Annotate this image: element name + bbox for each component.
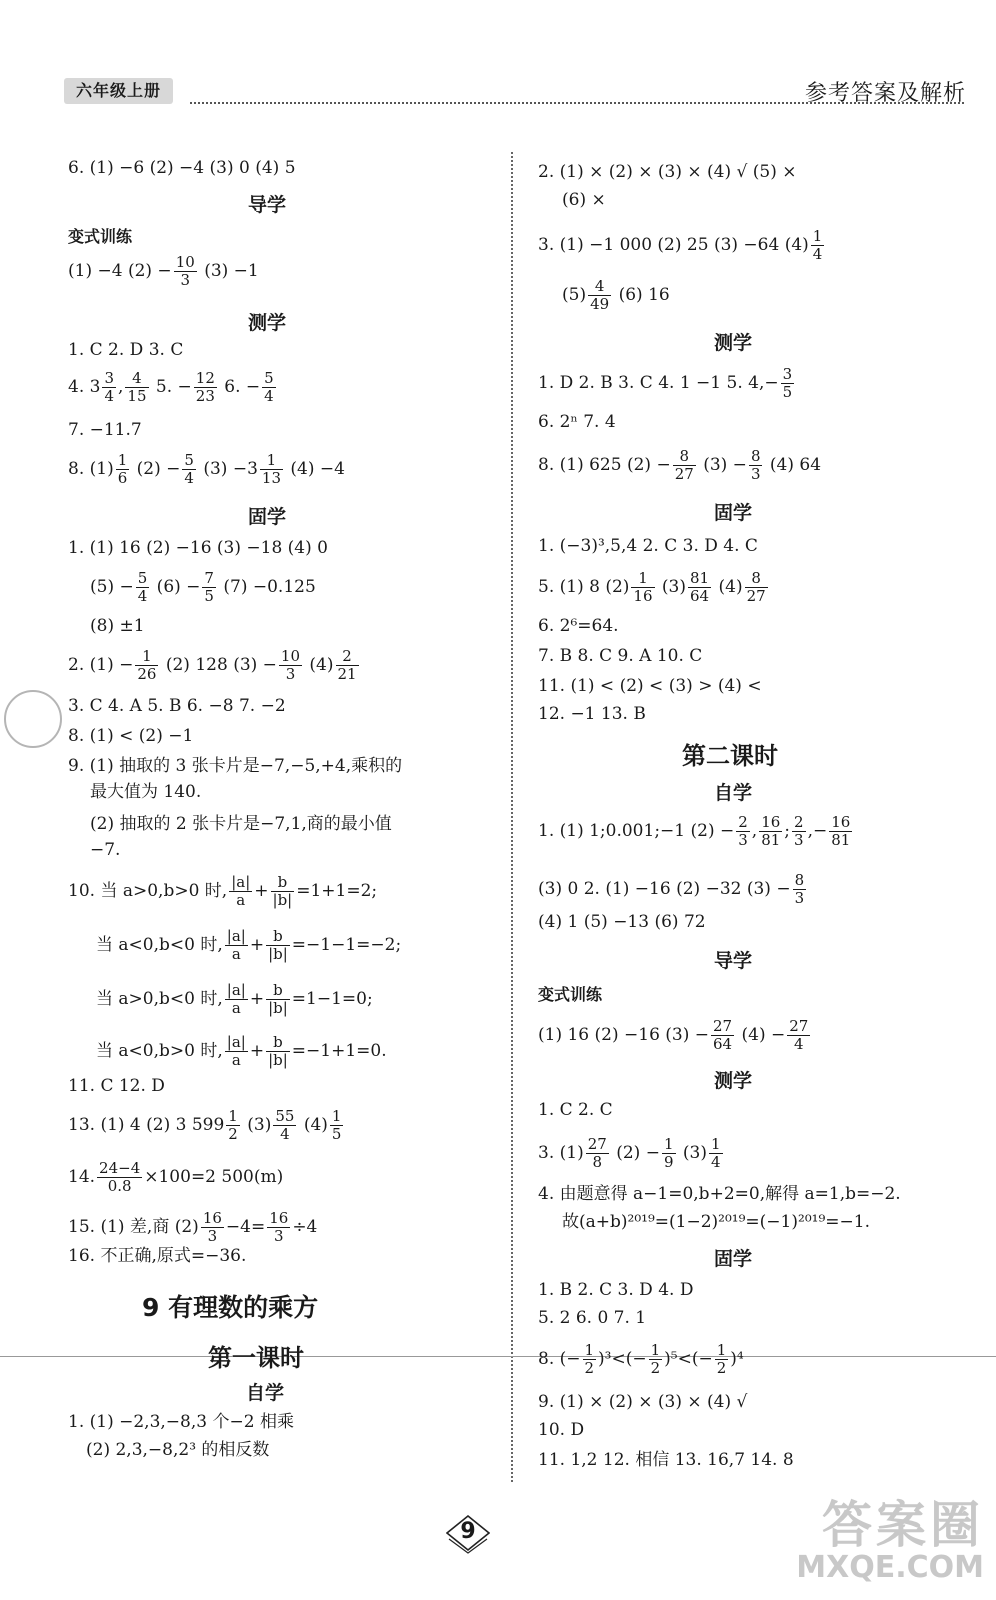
section-heading: 测学 [714,1070,753,1092]
answer-line: 9. (1) 抽取的 3 张卡片是−7,−5,+4,乘积的 [68,756,403,776]
answer-line: (2) 2,3,−8,2³ 的相反数 [86,1440,270,1460]
answer-line: (3) 0 2. (1) −16 (2) −32 (3) − $\frac{8}{3}$ [538,871,805,907]
answer-line: 3. C 4. A 5. B 6. −8 7. −2 [68,696,286,716]
answer-line: −7. [90,840,121,860]
answer-line: 13. (1) 4 (2) 3 599 $\frac{1}{2}$ (3) $\frac{55}{4}$ (4) $\frac{1}{5}$ [68,1107,342,1143]
column-divider [511,152,513,1482]
answer-line: (1) 16 (2) −16 (3) − $\frac{27}{64}$ (4) − $\frac{27}{4}$ [538,1017,809,1053]
lesson-title: 第一课时 [208,1344,304,1372]
section-heading: 自学 [714,782,753,804]
answer-line: 7. −11.7 [68,420,142,440]
page-number: 9 [446,1515,490,1553]
answer-line: (4) 1 (5) −13 (6) 72 [538,912,706,932]
answer-line: 15. (1) 差,商 (2) $\frac{16}{3}$ −4= $\frac{16}{3}$ ÷4 [68,1209,318,1245]
answer-line: 11. C 12. D [68,1076,165,1096]
lesson-title: 第二课时 [682,742,778,770]
answer-line: 8. (1) 625 (2) − $\frac{8}{27}$ (3) − $\frac{8}{3}$ (4) 64 [538,447,822,483]
answer-line: (6) × [562,190,606,210]
section-heading: 测学 [248,312,287,334]
horizontal-rule [0,1356,996,1357]
section-heading: 固学 [248,506,287,528]
answer-line: 故(a+b)²⁰¹⁹=(1−2)²⁰¹⁹=(−1)²⁰¹⁹=−1. [562,1212,870,1232]
answer-line: (5) $\frac{4}{49}$ (6) 16 [562,277,670,313]
answer-line: 3. (1) $\frac{27}{8}$ (2) − $\frac{1}{9}$ (3) $\frac{1}{4}$ [538,1135,721,1171]
answer-line: 1. B 2. C 3. D 4. D [538,1280,694,1300]
chapter-title: 9 有理数的乘方 [142,1293,319,1322]
section-heading: 固学 [714,1248,753,1270]
answer-line: 当 a>0,b<0 时, $\frac{|a|}{a}$ + $\frac{b}{|b|}$ =1−1=0; [96,981,373,1017]
answer-line: 5. (1) 8 (2) $\frac{1}{16}$ (3) $\frac{81}{64}$ (4) $\frac{8}{27}$ [538,569,766,605]
answer-line: 4. 3 $\frac{3}{4}$ , $\frac{4}{15}$ 5. − $\frac{12}{23}$ 6. − $\frac{5}{4}$ [68,369,274,405]
subsection-heading: 变式训练 [538,985,603,1004]
answer-line: 14. $\frac{24-4}{0.8}$ ×100=2 500(m) [68,1159,284,1195]
answer-line: 1. (1) −2,3,−8,3 个−2 相乘 [68,1412,294,1432]
answer-line: 11. 1,2 12. 相信 13. 16,7 14. 8 [538,1450,794,1470]
answer-line: 1. C 2. D 3. C [68,340,184,360]
section-heading: 测学 [714,332,753,354]
answer-line: 9. (1) × (2) × (3) × (4) √ [538,1392,748,1412]
answer-line: 6. (1) −6 (2) −4 (3) 0 (4) 5 [68,158,296,178]
grade-label: 六年级上册 [64,78,173,104]
answer-line: 1. (1) 16 (2) −16 (3) −18 (4) 0 [68,538,328,558]
answer-line: 6. 2⁶=64. [538,616,619,636]
page-header-title: 参考答案及解析 [804,81,966,106]
answer-line: 5. 2 6. 0 7. 1 [538,1308,647,1328]
answer-line: 8. (− $\frac{1}{2}$ )³<(− $\frac{1}{2}$ )⁵<(− $\frac{1}{2}$ )⁴ [538,1341,744,1377]
section-heading: 导学 [248,194,287,216]
answer-line: (2) 抽取的 2 张卡片是−7,1,商的最小值 [90,814,392,834]
section-heading: 固学 [714,502,753,524]
answer-line: 8. (1) < (2) −1 [68,726,194,746]
answer-line: 最大值为 140. [90,782,202,802]
seal-stamp [4,690,62,748]
answer-line: 10. D [538,1420,585,1440]
answer-line: 16. 不正确,原式=−36. [68,1246,247,1266]
answer-line: 1. C 2. C [538,1100,613,1120]
answer-line: 2. (1) × (2) × (3) × (4) √ (5) × [538,162,797,182]
section-heading: 导学 [714,950,753,972]
subsection-heading: 变式训练 [68,227,133,246]
answer-line: 1. (1) 1;0.001;−1 (2) − $\frac{2}{3}$ , $\frac{16}{81}$ ; $\frac{2}{3}$ ,− $\frac{16}{81}$ [538,813,851,849]
answer-line: 11. (1) < (2) < (3) > (4) < [538,676,762,696]
answer-line: 当 a<0,b<0 时, $\frac{|a|}{a}$ + $\frac{b}{|b|}$ =−1−1=−2; [96,927,402,963]
answer-line: (5) − $\frac{5}{4}$ (6) − $\frac{7}{5}$ (7) −0.125 [90,569,316,605]
answer-line: 10. 当 a>0,b>0 时, $\frac{|a|}{a}$ + $\frac{b}{|b|}$ =1+1=2; [68,873,378,909]
answer-line: 6. 2ⁿ 7. 4 [538,412,616,432]
header-divider [190,102,964,104]
answer-line: 12. −1 13. B [538,704,646,724]
section-heading: 自学 [246,1382,285,1404]
answer-line: 1. (−3)³,5,4 2. C 3. D 4. C [538,536,758,556]
answer-line: 2. (1) − $\frac{1}{26}$ (2) 128 (3) − $\frac{10}{3}$ (4) $\frac{2}{21}$ [68,647,357,683]
watermark: 答案圈 MXQE.COM [796,1496,984,1585]
answer-line: 3. (1) −1 000 (2) 25 (3) −64 (4) $\frac{1}{4}$ [538,227,823,263]
answer-line: 8. (1) $\frac{1}{6}$ (2) − $\frac{5}{4}$ (3) −3 $\frac{1}{13}$ (4) −4 [68,451,345,487]
answer-line: 当 a<0,b>0 时, $\frac{|a|}{a}$ + $\frac{b}{|b|}$ =−1+1=0. [96,1033,387,1069]
answer-line: (8) ±1 [90,616,145,636]
answer-line: (1) −4 (2) − $\frac{10}{3}$ (3) −1 [68,253,259,289]
answer-line: 1. D 2. B 3. C 4. 1 −1 5. 4,− $\frac{3}{5}$ [538,365,793,401]
answer-line: 7. B 8. C 9. A 10. C [538,646,703,666]
answer-line: 4. 由题意得 a−1=0,b+2=0,解得 a=1,b=−2. [538,1184,901,1204]
